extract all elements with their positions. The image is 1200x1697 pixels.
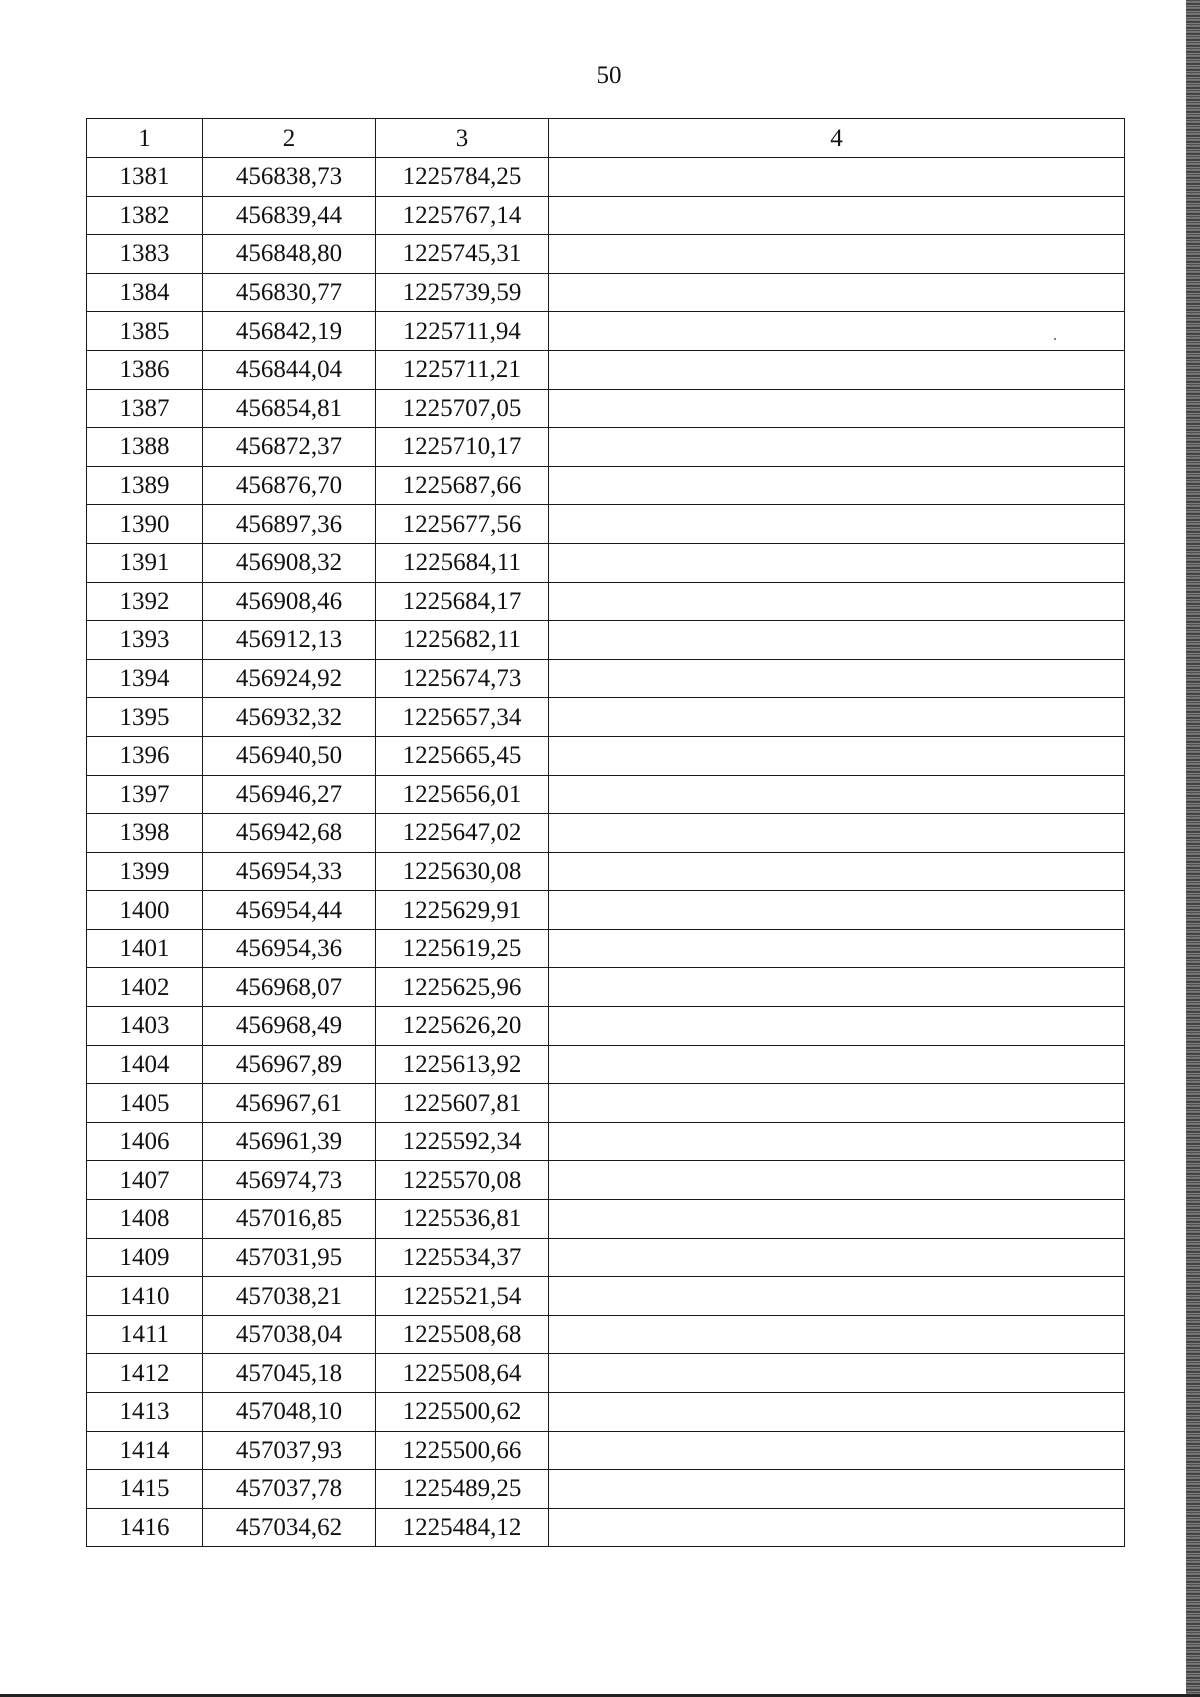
y-coordinate-cell: 1225619,25 xyxy=(376,929,549,968)
table-row xyxy=(87,428,1125,467)
table-row xyxy=(87,582,1125,621)
notes-cell xyxy=(549,1508,1125,1547)
x-coordinate-cell: 456848,80 xyxy=(203,235,376,274)
y-coordinate-cell: 1225684,11 xyxy=(376,543,549,582)
y-coordinate-cell: 1225629,91 xyxy=(376,891,549,930)
point-number-cell: 1382 xyxy=(87,196,203,235)
notes-cell xyxy=(549,659,1125,698)
point-number-cell: 1399 xyxy=(87,852,203,891)
x-coordinate-cell: 457037,78 xyxy=(203,1470,376,1509)
x-coordinate-cell: 456839,44 xyxy=(203,196,376,235)
y-coordinate-cell: 1225656,01 xyxy=(376,775,549,814)
y-coordinate-cell: 1225625,96 xyxy=(376,968,549,1007)
y-coordinate-cell: 1225687,66 xyxy=(376,466,549,505)
header-col-2: 2 xyxy=(203,119,376,158)
point-number-cell: 1415 xyxy=(87,1470,203,1509)
x-coordinate-cell: 456912,13 xyxy=(203,621,376,660)
y-coordinate-cell: 1225657,34 xyxy=(376,698,549,737)
notes-cell xyxy=(549,891,1125,930)
notes-cell xyxy=(549,1470,1125,1509)
point-number-cell: 1403 xyxy=(87,1007,203,1046)
x-coordinate-cell: 456872,37 xyxy=(203,428,376,467)
x-coordinate-cell: 457031,95 xyxy=(203,1238,376,1277)
x-coordinate-cell: 456897,36 xyxy=(203,505,376,544)
point-number-cell: 1395 xyxy=(87,698,203,737)
notes-cell xyxy=(549,1238,1125,1277)
y-coordinate-cell: 1225674,73 xyxy=(376,659,549,698)
page-number: 50 xyxy=(596,62,622,89)
table-row xyxy=(87,621,1125,660)
notes-cell xyxy=(549,1122,1125,1161)
y-coordinate-cell: 1225630,08 xyxy=(376,852,549,891)
notes-cell xyxy=(549,698,1125,737)
table-header-row xyxy=(87,119,1125,158)
table-row xyxy=(87,736,1125,775)
point-number-cell: 1409 xyxy=(87,1238,203,1277)
point-number-cell: 1390 xyxy=(87,505,203,544)
y-coordinate-cell: 1225570,08 xyxy=(376,1161,549,1200)
table-row xyxy=(87,1508,1125,1547)
notes-cell xyxy=(549,775,1125,814)
table-row xyxy=(87,852,1125,891)
y-coordinate-cell: 1225613,92 xyxy=(376,1045,549,1084)
point-number-cell: 1414 xyxy=(87,1431,203,1470)
table-row xyxy=(87,1277,1125,1316)
table-row xyxy=(87,1200,1125,1239)
notes-cell xyxy=(549,196,1125,235)
notes-cell xyxy=(549,466,1125,505)
point-number-cell: 1405 xyxy=(87,1084,203,1123)
notes-cell xyxy=(549,1200,1125,1239)
y-coordinate-cell: 1225677,56 xyxy=(376,505,549,544)
point-number-cell: 1385 xyxy=(87,312,203,351)
table-row xyxy=(87,1238,1125,1277)
x-coordinate-cell: 457038,04 xyxy=(203,1315,376,1354)
point-number-cell: 1411 xyxy=(87,1315,203,1354)
point-number-cell: 1402 xyxy=(87,968,203,1007)
y-coordinate-cell: 1225536,81 xyxy=(376,1200,549,1239)
y-coordinate-cell: 1225710,17 xyxy=(376,428,549,467)
x-coordinate-cell: 456954,36 xyxy=(203,929,376,968)
table-row xyxy=(87,1084,1125,1123)
point-number-cell: 1389 xyxy=(87,466,203,505)
table-row xyxy=(87,312,1125,351)
x-coordinate-cell: 456844,04 xyxy=(203,350,376,389)
table-row xyxy=(87,1470,1125,1509)
notes-cell xyxy=(549,543,1125,582)
point-number-cell: 1387 xyxy=(87,389,203,428)
point-number-cell: 1404 xyxy=(87,1045,203,1084)
notes-cell xyxy=(549,158,1125,197)
notes-cell xyxy=(549,235,1125,274)
table-row xyxy=(87,158,1125,197)
notes-cell xyxy=(549,389,1125,428)
table-row xyxy=(87,968,1125,1007)
table-row xyxy=(87,196,1125,235)
table-row xyxy=(87,273,1125,312)
y-coordinate-cell: 1225521,54 xyxy=(376,1277,549,1316)
table-row xyxy=(87,1393,1125,1432)
y-coordinate-cell: 1225489,25 xyxy=(376,1470,549,1509)
notes-cell xyxy=(549,1045,1125,1084)
header-col-4: 4 xyxy=(549,119,1125,158)
notes-cell xyxy=(549,1007,1125,1046)
notes-cell xyxy=(549,736,1125,775)
x-coordinate-cell: 456908,46 xyxy=(203,582,376,621)
x-coordinate-cell: 456967,89 xyxy=(203,1045,376,1084)
table-row xyxy=(87,698,1125,737)
point-number-cell: 1383 xyxy=(87,235,203,274)
y-coordinate-cell: 1225682,11 xyxy=(376,621,549,660)
point-number-cell: 1397 xyxy=(87,775,203,814)
x-coordinate-cell: 456954,33 xyxy=(203,852,376,891)
table-row xyxy=(87,1315,1125,1354)
x-coordinate-cell: 456838,73 xyxy=(203,158,376,197)
notes-cell xyxy=(549,968,1125,1007)
point-number-cell: 1394 xyxy=(87,659,203,698)
notes-cell xyxy=(549,1431,1125,1470)
table-row xyxy=(87,929,1125,968)
y-coordinate-cell: 1225647,02 xyxy=(376,814,549,853)
table-row xyxy=(87,1161,1125,1200)
x-coordinate-cell: 457037,93 xyxy=(203,1431,376,1470)
table-row xyxy=(87,1122,1125,1161)
table-row xyxy=(87,814,1125,853)
x-coordinate-cell: 457034,62 xyxy=(203,1508,376,1547)
notes-cell xyxy=(549,505,1125,544)
notes-cell xyxy=(549,814,1125,853)
x-coordinate-cell: 456942,68 xyxy=(203,814,376,853)
header-col-3: 3 xyxy=(376,119,549,158)
x-coordinate-cell: 457045,18 xyxy=(203,1354,376,1393)
y-coordinate-cell: 1225711,94 xyxy=(376,312,549,351)
x-coordinate-cell: 456908,32 xyxy=(203,543,376,582)
y-coordinate-cell: 1225665,45 xyxy=(376,736,549,775)
y-coordinate-cell: 1225707,05 xyxy=(376,389,549,428)
y-coordinate-cell: 1225508,68 xyxy=(376,1315,549,1354)
table-body xyxy=(87,158,1125,1547)
point-number-cell: 1384 xyxy=(87,273,203,312)
point-number-cell: 1412 xyxy=(87,1354,203,1393)
x-coordinate-cell: 457016,85 xyxy=(203,1200,376,1239)
point-number-cell: 1406 xyxy=(87,1122,203,1161)
x-coordinate-cell: 456946,27 xyxy=(203,775,376,814)
y-coordinate-cell: 1225711,21 xyxy=(376,350,549,389)
y-coordinate-cell: 1225508,64 xyxy=(376,1354,549,1393)
x-coordinate-cell: 456974,73 xyxy=(203,1161,376,1200)
y-coordinate-cell: 1225684,17 xyxy=(376,582,549,621)
y-coordinate-cell: 1225534,37 xyxy=(376,1238,549,1277)
y-coordinate-cell: 1225592,34 xyxy=(376,1122,549,1161)
notes-cell xyxy=(549,582,1125,621)
y-coordinate-cell: 1225607,81 xyxy=(376,1084,549,1123)
y-coordinate-cell: 1225500,62 xyxy=(376,1393,549,1432)
point-number-cell: 1413 xyxy=(87,1393,203,1432)
point-number-cell: 1388 xyxy=(87,428,203,467)
point-number-cell: 1407 xyxy=(87,1161,203,1200)
notes-cell xyxy=(549,273,1125,312)
header-col-1: 1 xyxy=(87,119,203,158)
y-coordinate-cell: 1225626,20 xyxy=(376,1007,549,1046)
scan-speck xyxy=(1054,338,1056,340)
point-number-cell: 1391 xyxy=(87,543,203,582)
table-row xyxy=(87,775,1125,814)
scan-edge xyxy=(1186,0,1200,1697)
table-row xyxy=(87,891,1125,930)
table-row xyxy=(87,350,1125,389)
table-row xyxy=(87,389,1125,428)
x-coordinate-cell: 456967,61 xyxy=(203,1084,376,1123)
point-number-cell: 1410 xyxy=(87,1277,203,1316)
coordinates-table xyxy=(86,118,1125,1547)
notes-cell xyxy=(549,621,1125,660)
notes-cell xyxy=(549,1315,1125,1354)
point-number-cell: 1396 xyxy=(87,736,203,775)
x-coordinate-cell: 456924,92 xyxy=(203,659,376,698)
point-number-cell: 1386 xyxy=(87,350,203,389)
x-coordinate-cell: 456940,50 xyxy=(203,736,376,775)
x-coordinate-cell: 456968,49 xyxy=(203,1007,376,1046)
notes-cell xyxy=(549,1084,1125,1123)
table-row xyxy=(87,543,1125,582)
table-row xyxy=(87,1007,1125,1046)
point-number-cell: 1381 xyxy=(87,158,203,197)
x-coordinate-cell: 457048,10 xyxy=(203,1393,376,1432)
x-coordinate-cell: 456842,19 xyxy=(203,312,376,351)
notes-cell xyxy=(549,428,1125,467)
x-coordinate-cell: 456854,81 xyxy=(203,389,376,428)
table-row xyxy=(87,505,1125,544)
table-row xyxy=(87,466,1125,505)
notes-cell xyxy=(549,1161,1125,1200)
point-number-cell: 1398 xyxy=(87,814,203,853)
table-row xyxy=(87,1354,1125,1393)
point-number-cell: 1408 xyxy=(87,1200,203,1239)
notes-cell xyxy=(549,1277,1125,1316)
y-coordinate-cell: 1225784,25 xyxy=(376,158,549,197)
notes-cell xyxy=(549,1354,1125,1393)
point-number-cell: 1393 xyxy=(87,621,203,660)
point-number-cell: 1392 xyxy=(87,582,203,621)
y-coordinate-cell: 1225739,59 xyxy=(376,273,549,312)
point-number-cell: 1416 xyxy=(87,1508,203,1547)
x-coordinate-cell: 457038,21 xyxy=(203,1277,376,1316)
notes-cell xyxy=(549,350,1125,389)
point-number-cell: 1400 xyxy=(87,891,203,930)
y-coordinate-cell: 1225500,66 xyxy=(376,1431,549,1470)
x-coordinate-cell: 456968,07 xyxy=(203,968,376,1007)
x-coordinate-cell: 456932,32 xyxy=(203,698,376,737)
y-coordinate-cell: 1225745,31 xyxy=(376,235,549,274)
x-coordinate-cell: 456954,44 xyxy=(203,891,376,930)
point-number-cell: 1401 xyxy=(87,929,203,968)
notes-cell xyxy=(549,312,1125,351)
notes-cell xyxy=(549,852,1125,891)
x-coordinate-cell: 456961,39 xyxy=(203,1122,376,1161)
notes-cell xyxy=(549,1393,1125,1432)
y-coordinate-cell: 1225484,12 xyxy=(376,1508,549,1547)
x-coordinate-cell: 456830,77 xyxy=(203,273,376,312)
x-coordinate-cell: 456876,70 xyxy=(203,466,376,505)
table-row xyxy=(87,235,1125,274)
table-row xyxy=(87,1431,1125,1470)
notes-cell xyxy=(549,929,1125,968)
y-coordinate-cell: 1225767,14 xyxy=(376,196,549,235)
table-row xyxy=(87,1045,1125,1084)
table-row xyxy=(87,659,1125,698)
